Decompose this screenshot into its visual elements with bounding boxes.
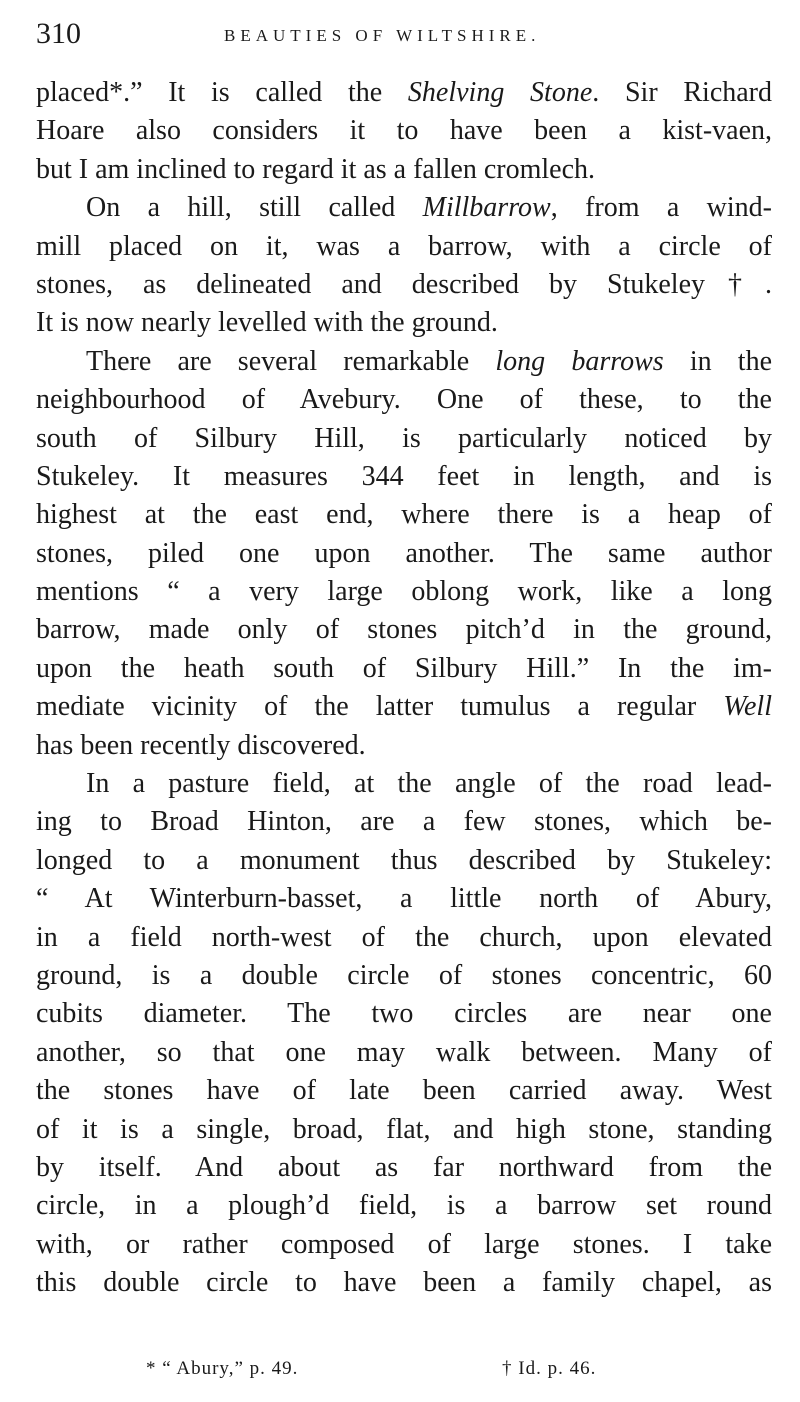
text-run: south of Silbury Hill, is particularly noticed by (36, 422, 772, 454)
text-run: mentions “ a very large oblong work, like a long (36, 576, 772, 608)
text-run: stones, piled one upon another. The same author (36, 537, 772, 569)
text-run: circle, in a plough’d field, is a barrow set round (36, 1190, 772, 1222)
text-run: highest at the east end, where there is a heap of (36, 499, 772, 531)
text-run: in the (663, 345, 772, 377)
text-line (36, 650, 772, 688)
text-run: In a pasture field, at the angle of the road lead- (86, 768, 772, 800)
text-run: upon the heath south of Silbury Hill.” In the im- (36, 652, 772, 684)
text-line (36, 1034, 772, 1072)
text-line (36, 765, 772, 803)
text-run: of it is a single, broad, flat, and high stone, standing (36, 1113, 772, 1145)
text-line (36, 919, 772, 957)
text-run: mediate vicinity of the latter tumulus a regular (36, 691, 724, 723)
text-run: longed to a monument thus described by Stukeley: (36, 844, 772, 876)
text-line (36, 803, 772, 841)
text-run: , from a wind- (550, 192, 772, 224)
text-line (36, 458, 772, 496)
text-line (36, 880, 772, 918)
text-line (36, 611, 772, 649)
page-header (36, 16, 772, 56)
text-line (36, 304, 772, 342)
body-text (36, 74, 772, 1303)
text-run: barrow, made only of stones pitch’d in the ground, (36, 614, 772, 646)
text-run: . Sir Richard (592, 77, 772, 108)
page-number: 310 (36, 17, 81, 50)
text-run: with, or rather composed of large stones. I take (36, 1228, 772, 1260)
text-run: neighbourhood of Avebury. One of these, to the (36, 384, 772, 416)
text-run: Hoare also considers it to have been a kist-vaen, (36, 115, 772, 147)
text-run: On a hill, still called (86, 192, 423, 224)
text-run: in a field north-west of the church, upon elevated (36, 921, 772, 953)
text-run: this double circle to have been a family chapel, as (36, 1267, 772, 1299)
text-run: stones, as delineated and described by Stukeley†. (36, 268, 772, 300)
text-line (36, 1072, 772, 1110)
text-line (36, 112, 772, 150)
text-line (36, 1111, 772, 1149)
text-line (36, 1264, 772, 1302)
text-line (36, 535, 772, 573)
footnotes (36, 1356, 772, 1386)
text-run: Stukeley. It measures 344 feet in length, and is (36, 460, 772, 492)
text-line (36, 1187, 772, 1225)
text-run: another, so that one may walk between. Many of (36, 1036, 772, 1068)
italic-text: Well (723, 691, 772, 723)
italic-text: long barrows (495, 345, 664, 377)
text-line (36, 381, 772, 419)
text-line (36, 496, 772, 534)
text-line (36, 727, 772, 765)
text-line (36, 189, 772, 227)
text-run: It is now nearly levelled with the ground. (36, 307, 498, 339)
text-line (36, 1226, 772, 1264)
text-run: but I am inclined to regard it as a fallen cromlech. (36, 153, 596, 185)
running-title: BEAUTIES OF WILTSHIRE. (224, 26, 541, 45)
text-line (36, 151, 772, 189)
text-line (36, 1149, 772, 1187)
italic-text: Millbarrow (422, 192, 551, 224)
text-line (36, 420, 772, 458)
text-line (36, 266, 772, 304)
text-line (36, 688, 772, 726)
text-line (36, 74, 772, 112)
text-run: mill placed on it, was a barrow, with a circle of (36, 230, 772, 262)
text-run: by itself. And about as far northward from the (36, 1151, 772, 1183)
text-line (36, 995, 772, 1033)
text-run: ground, is a double circle of stones concentric, 60 (36, 959, 772, 991)
footnote-abury: * “ Abury,” p. 49. (146, 1358, 299, 1379)
text-line (36, 842, 772, 880)
text-run: ing to Broad Hinton, are a few stones, which be- (36, 806, 772, 838)
text-run: the stones have of late been carried away. West (36, 1075, 772, 1107)
text-run: cubits diameter. The two circles are near one (36, 998, 772, 1030)
text-run: “ At Winterburn-basset, a little north of Abury, (36, 883, 772, 915)
text-line (36, 573, 772, 611)
text-line (36, 957, 772, 995)
text-run: There are several remarkable (86, 345, 496, 377)
text-run: has been recently discovered. (36, 729, 366, 761)
text-run: placed*.” It is called the (36, 77, 408, 108)
text-line (36, 228, 772, 266)
italic-text: Shelving Stone (407, 77, 593, 108)
footnote-id: † Id. p. 46. (502, 1358, 597, 1379)
text-line (36, 343, 772, 381)
